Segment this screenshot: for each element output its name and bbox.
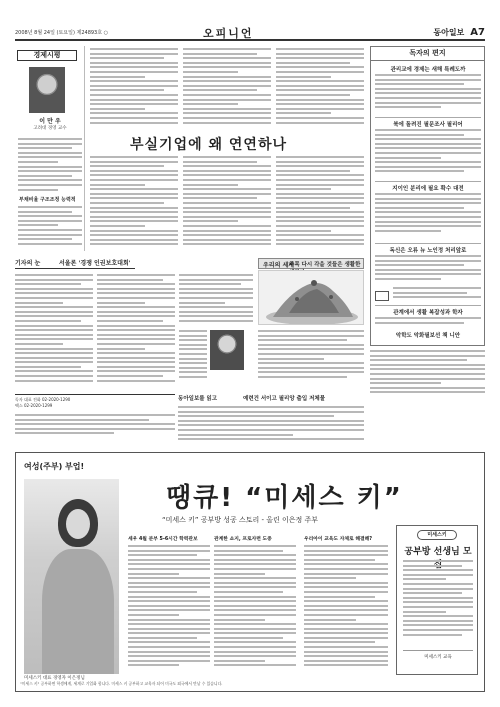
publisher-label: 동아일보	[433, 28, 465, 37]
reader-review-tag: 동아일보를 읽고	[178, 396, 218, 402]
ad-footnote: "미세스 키" 공부하면 학생에게, 세계로 기업화 합니다. 미세스 키 공부하고 교육자 되어 미국도 외국에서 만날 수 있습니다.	[20, 681, 223, 686]
reader-headline-3: 지이인 분리에 필요 확수 대전	[392, 186, 464, 192]
author-role: 고려대 경영 교수	[33, 126, 67, 131]
reader-headline-2: 북에 돌려진 필문조사 필리어	[393, 122, 463, 128]
editorial-text-col-6	[276, 156, 364, 252]
ad-model-face	[66, 509, 90, 539]
contact-info	[15, 394, 175, 412]
ad-column-text-2	[214, 545, 296, 677]
issue-date: 2008년 8월 24일 (토요일) 제24893호 ○	[15, 30, 109, 36]
reader-divider	[375, 305, 481, 306]
reporter-column-text-2	[97, 274, 175, 390]
reader-body-2	[375, 129, 481, 179]
reporter-column-text-4	[179, 330, 207, 386]
ad-brand-logo: 미세스키 교육	[403, 650, 473, 668]
author-portrait	[29, 67, 65, 113]
editorial-text-col-4	[90, 156, 178, 252]
reader-headline-4: 독신은 오류 뉴 노인정 처리앞로	[389, 248, 467, 254]
econ-column-title: 경제시평	[17, 50, 77, 61]
reader-letters-title: 독자의 편지	[371, 47, 484, 61]
ad-brand-pill: 미세스키	[417, 530, 457, 540]
reader-review-title: 예련건 서이고 필리앙 출입 저체물	[243, 396, 326, 402]
reader-divider	[375, 117, 481, 118]
reader-review-header	[178, 394, 364, 404]
reader-body-1	[375, 74, 481, 114]
reader-headline-5: 관계에서 생활 복잡성과 학자	[393, 310, 463, 316]
page-number: A7	[470, 27, 485, 38]
reader-body-3	[375, 193, 481, 239]
editorial-headline: 부실기업에 왜 연연하나	[130, 137, 287, 153]
our-world-tag: 우리의 세계	[263, 262, 295, 269]
editorial-text-col-2	[183, 48, 271, 130]
ad-model-body	[42, 549, 114, 674]
reader-headline-1: 관리교에 경제는 새해 특례도까	[390, 67, 466, 73]
publisher-name	[433, 27, 485, 38]
econ-subhead: 부채비율 구조조정 능력적	[19, 197, 76, 203]
reporter-column-tag: 기자의 눈	[15, 260, 41, 267]
author-name: 이 만 우	[39, 118, 61, 125]
ad-column-heading-1: 세우 4월 분부 5-6시간 학력관보	[128, 537, 198, 542]
reader-divider	[375, 181, 481, 182]
ad-model-photo	[24, 479, 119, 674]
ad-recruit-box[interactable]	[396, 525, 478, 675]
reader-divider	[375, 243, 481, 244]
reader-letters-box	[370, 46, 485, 346]
reporter-column-title: 서울론 '경쟁 인권보호대회'	[59, 260, 131, 267]
mail-icon	[375, 291, 389, 301]
ad-subheadline: “미세스 키” 공부방 성공 스토리 - 올린 이은정 주부	[162, 516, 319, 524]
news-photo-graphic	[259, 271, 364, 325]
reader-headline-6: 악학도 악화필보선 책 니안	[395, 333, 461, 339]
editorial-text-col-1	[90, 48, 178, 130]
page-header	[15, 27, 485, 41]
econ-body-text	[18, 138, 82, 194]
reader-overflow-text	[370, 350, 485, 398]
contact-fax: 팩스 02-2020-1299	[15, 403, 53, 408]
ad-kicker: 여성(주부) 부업!	[24, 462, 85, 471]
ad-column-text-1	[128, 545, 210, 677]
reader-body-4	[375, 255, 481, 285]
our-world-title: 주목 다시 각을 것들은 생활한	[289, 262, 361, 268]
news-photo	[258, 270, 364, 325]
reporter-column-header	[15, 258, 135, 269]
ad-recruit-text	[403, 560, 473, 646]
reporter-portrait	[210, 330, 244, 370]
ad-recruit-title: 공부방 선생님 모	[404, 547, 472, 557]
reporter-column-text-1	[15, 274, 93, 390]
ad-headline: 땡큐! “미세스 키”	[166, 483, 403, 513]
advertisement[interactable]	[15, 452, 485, 692]
reporter-column-text-3	[179, 274, 253, 326]
ad-photo-caption: 미세스키 대표 경영자 이은정님	[24, 676, 85, 681]
ad-column-text-3	[304, 545, 388, 677]
editorial-text-col-5	[183, 156, 271, 252]
ad-column-heading-2: 관계한 쇼지, 프로자련 도중	[214, 537, 272, 542]
our-world-header	[258, 258, 364, 269]
econ-column	[15, 46, 85, 251]
reader-body-5	[375, 317, 481, 329]
ad-column-heading-3: 우리아이 교육도 자체로 해결해?	[304, 537, 373, 542]
photo-caption-text	[258, 330, 364, 386]
econ-body-text-2	[18, 206, 82, 250]
contact-phone: 독자 대표 전화 02-2020-1290	[15, 397, 71, 402]
reader-body-3b	[393, 287, 481, 301]
contact-fine-print	[15, 414, 175, 442]
reader-review-text	[178, 406, 364, 442]
section-title: 오피니언	[203, 27, 254, 40]
editorial-text-col-3	[276, 48, 364, 130]
